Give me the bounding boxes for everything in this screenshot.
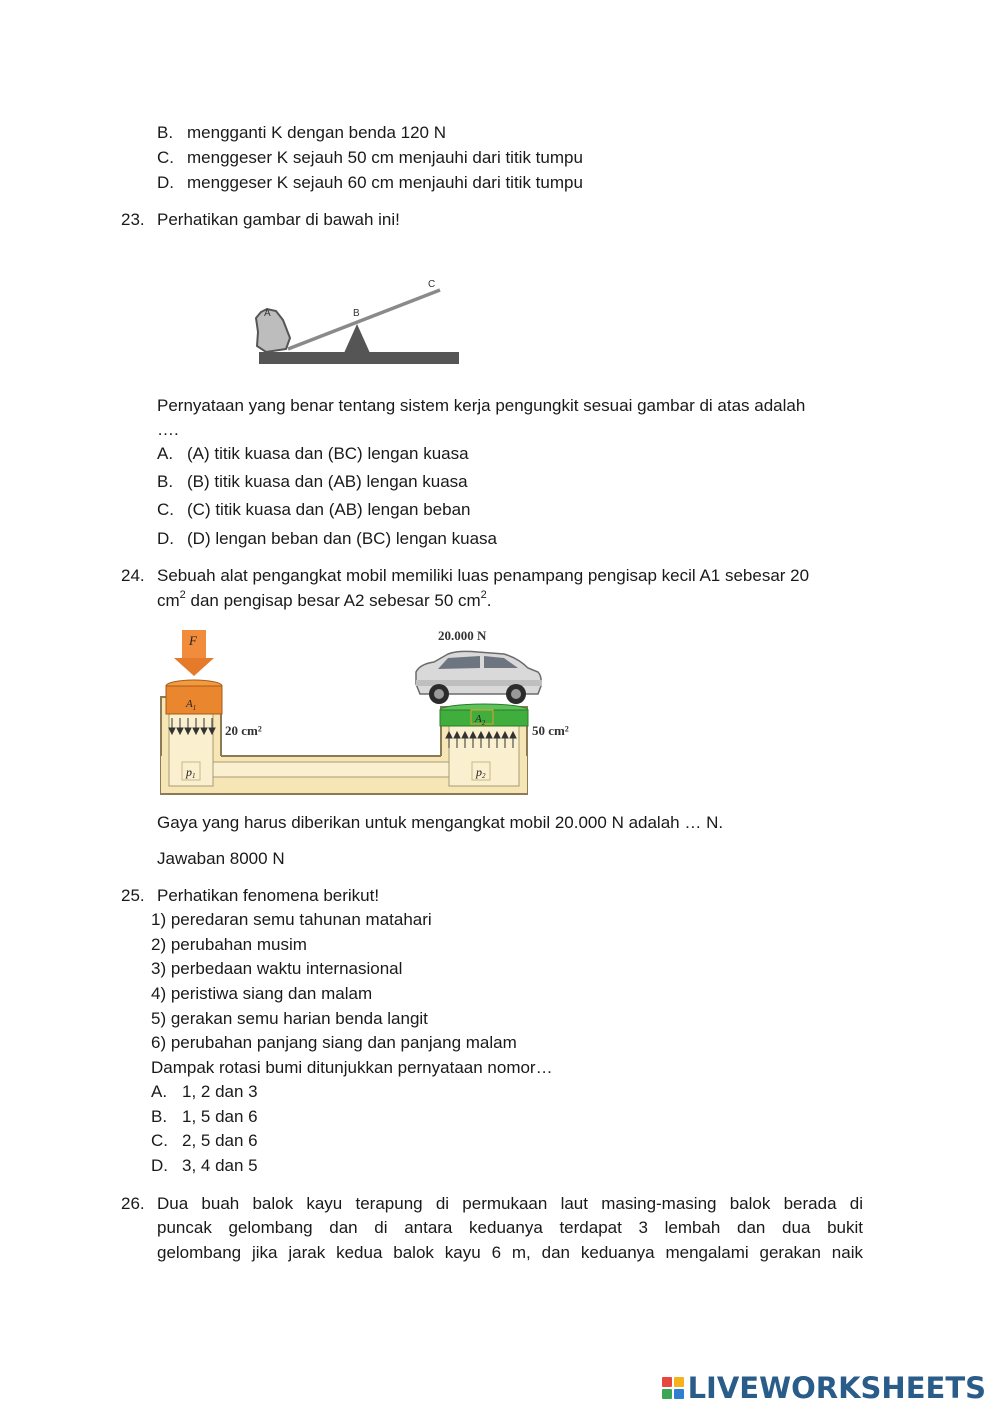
- right-pressure-arrows: [446, 732, 516, 748]
- q25-option-b: B. 1, 5 dan 6: [151, 1107, 258, 1126]
- q23-statement-ellipsis: ….: [157, 420, 179, 439]
- q23-option-a: A. (A) titik kuasa dan (BC) lengan kuasa: [157, 444, 469, 463]
- label-b: B: [353, 308, 360, 319]
- label-a: A: [264, 308, 271, 319]
- q23-number: 23.: [121, 210, 145, 229]
- load-label: 20.000 N: [438, 628, 487, 643]
- q24-line2: $cm^2$ dan pengisap besar A2 sebesar 50 $cm^2$.: [157, 589, 492, 610]
- piston-a2-label: $A_2$: [475, 713, 486, 727]
- car-icon: [416, 651, 542, 704]
- q25-item-5: 5) gerakan semu harian benda langit: [151, 1009, 428, 1028]
- q25-question: Dampak rotasi bumi ditunjukkan pernyataan nomor…: [151, 1058, 553, 1077]
- area2-label: 50 cm²: [532, 723, 569, 738]
- label-c: C: [428, 279, 436, 290]
- q22-option-d: D. menggeser K sejauh 60 cm menjauhi dari titik tumpu: [157, 173, 583, 192]
- q25-item-4: 4) peristiwa siang dan malam: [151, 984, 373, 1003]
- q24-line1: Sebuah alat pengangkat mobil memiliki luas penampang pengisap kecil A1 sebesar 20: [157, 566, 810, 585]
- q25-option-d: D. 3, 4 dan 5: [151, 1156, 258, 1175]
- piston-a1-label: $A_1$: [186, 698, 197, 712]
- q23-option-d: D. (D) lengan beban dan (BC) lengan kuasa: [157, 529, 497, 548]
- force-label: F: [189, 633, 197, 648]
- q25-option-a: A. 1, 2 dan 3: [151, 1082, 258, 1101]
- q25-item-1: 1) peredaran semu tahunan matahari: [151, 910, 432, 929]
- logo-text: LIVEWORKSHEETS: [687, 1371, 986, 1405]
- q25-item-6: 6) perubahan panjang siang dan panjang malam: [151, 1033, 517, 1052]
- logo-grid-icon: [662, 1377, 684, 1399]
- q24-number: 24.: [121, 566, 145, 585]
- q26-line3: gelombang jika jarak kedua balok kayu 6 m, dan keduanya mengalami gerakan naik: [157, 1243, 863, 1262]
- q23-option-c: C. (C) titik kuasa dan (AB) lengan beban: [157, 500, 471, 519]
- lever-ground: [259, 352, 459, 364]
- logo-square-yellow: [674, 1377, 684, 1387]
- q25-item-2: 2) perubahan musim: [151, 935, 307, 954]
- q22-option-b: B. mengganti K dengan benda 120 N: [157, 123, 446, 142]
- q25-prompt: Perhatikan fenomena berikut!: [157, 886, 380, 905]
- logo-square-green: [662, 1389, 672, 1399]
- lever-diagram: [248, 272, 464, 368]
- q26-number: 26.: [121, 1194, 145, 1213]
- q26-line1: Dua buah balok kayu terapung di permukaan laut masing-masing balok berada di: [157, 1194, 863, 1213]
- q25-number: 25.: [121, 886, 145, 905]
- q25-item-3: 3) perbedaan waktu internasional: [151, 959, 403, 978]
- area1-label: 20 cm²: [225, 723, 262, 738]
- hydraulic-lift-diagram: [158, 622, 596, 798]
- p2-label: p2: [476, 765, 486, 780]
- q24-answer: Jawaban 8000 N: [157, 849, 285, 868]
- q22-option-c: C. menggeser K sejauh 50 cm menjauhi dari titik tumpu: [157, 148, 583, 167]
- lever-fulcrum: [344, 324, 370, 353]
- inner-channel: [213, 762, 449, 777]
- force-arrow-head: [174, 658, 214, 676]
- q25-option-c: C. 2, 5 dan 6: [151, 1131, 258, 1150]
- lever-rock: [256, 309, 290, 352]
- p1-label: p1: [186, 765, 196, 780]
- q23-statement: Pernyataan yang benar tentang sistem kerja pengungkit sesuai gambar di atas adalah: [157, 396, 806, 415]
- q23-prompt: Perhatikan gambar di bawah ini!: [157, 210, 400, 229]
- q26-line2: puncak gelombang dan di antara keduanya terdapat 3 lembah dan dua bukit: [157, 1218, 863, 1237]
- q24-question: Gaya yang harus diberikan untuk mengangkat mobil 20.000 N adalah … N.: [157, 813, 724, 832]
- logo-square-blue: [674, 1389, 684, 1399]
- q23-option-b: B. (B) titik kuasa dan (AB) lengan kuasa: [157, 472, 468, 491]
- liveworksheets-logo: [662, 1372, 986, 1404]
- logo-square-red: [662, 1377, 672, 1387]
